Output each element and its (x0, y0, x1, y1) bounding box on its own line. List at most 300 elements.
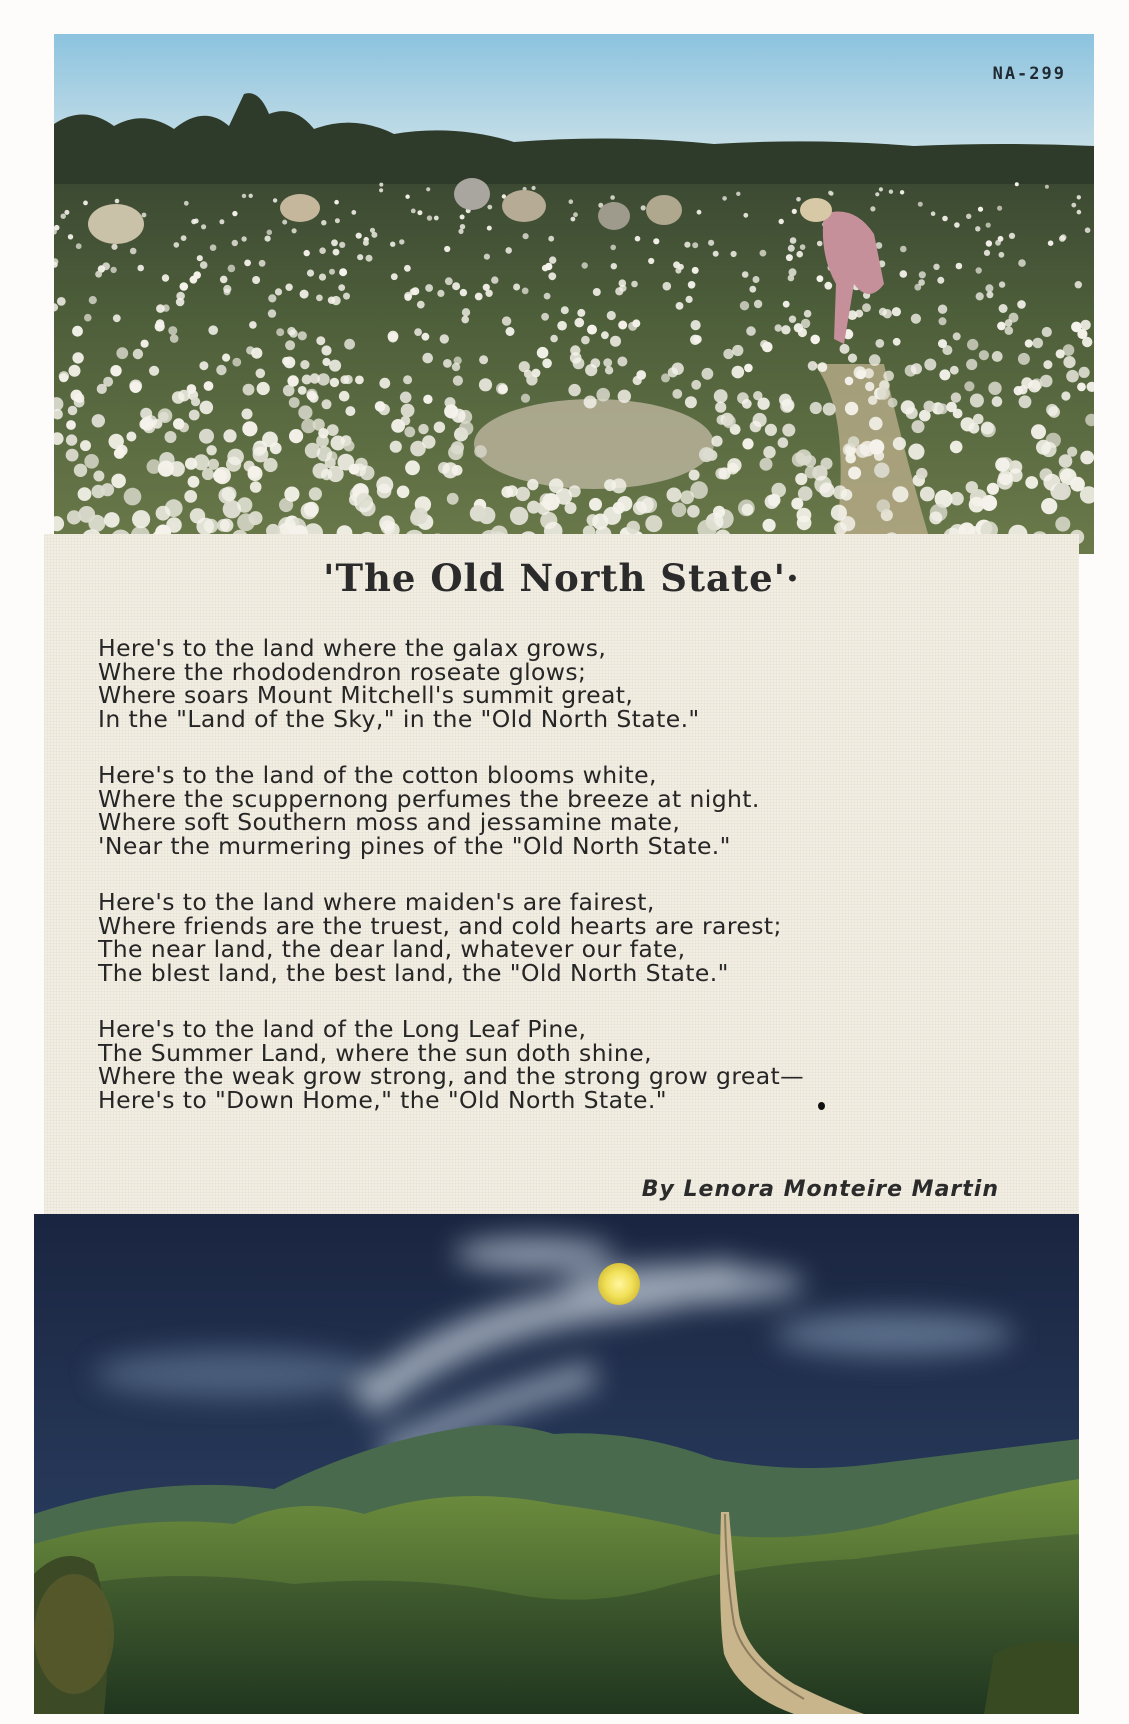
cotton-boll (213, 469, 227, 483)
poem-line: Where soars Mount Mitchell's summit great, (98, 681, 634, 709)
cotton-boll (479, 378, 492, 391)
cotton-boll (180, 282, 189, 291)
cotton-boll (966, 481, 978, 493)
cotton-boll (569, 199, 574, 204)
cotton-boll (653, 238, 659, 244)
postcard (34, 34, 1094, 1714)
cotton-boll (502, 316, 511, 325)
cotton-boll (893, 437, 906, 450)
cotton-boll (249, 194, 253, 198)
cotton-boll (848, 436, 859, 447)
cotton-boll (571, 217, 576, 222)
cotton-boll (753, 413, 767, 427)
cotton-boll (549, 256, 556, 263)
cotton-boll (798, 328, 807, 337)
cotton-boll (343, 440, 354, 451)
cotton-boll (888, 398, 898, 408)
cotton-boll (78, 506, 95, 523)
cotton-boll (1066, 370, 1079, 383)
cotton-boll (1028, 380, 1041, 393)
cotton-boll (889, 190, 893, 194)
cotton-boll (868, 396, 877, 405)
cotton-boll (242, 194, 246, 198)
cotton-boll (742, 438, 753, 449)
cotton-boll (998, 236, 1004, 242)
cotton-boll (132, 510, 150, 528)
cotton-boll (757, 398, 769, 410)
cotton-boll (1071, 322, 1082, 333)
cotton-boll (110, 365, 121, 376)
cotton-boll (856, 444, 870, 458)
cotton-boll (556, 488, 573, 505)
cotton-boll (635, 236, 641, 242)
cotton-boll (732, 345, 743, 356)
cotton-boll (244, 260, 251, 267)
cotton-boll (810, 402, 822, 414)
cotton-boll (184, 201, 189, 206)
cotton-boll (619, 279, 627, 287)
cotton-boll (715, 468, 727, 480)
cotton-boll (284, 487, 299, 502)
cotton-boll (875, 339, 884, 348)
cotton-boll (931, 211, 936, 216)
cotton-boll (613, 502, 625, 514)
cotton-boll (610, 336, 621, 347)
cotton-boll (184, 490, 197, 503)
cotton-boll (892, 307, 901, 316)
cotton-boll (869, 354, 881, 366)
cotton-boll (760, 458, 773, 471)
cotton-boll (976, 267, 982, 273)
cotton-boll (984, 250, 990, 256)
cotton-boll (251, 348, 262, 359)
cotton-boll (452, 409, 466, 423)
cotton-boll (338, 284, 345, 291)
cotton-boll (475, 293, 483, 301)
cotton-boll (356, 493, 371, 508)
cotton-boll (672, 389, 682, 399)
cotton-boll (731, 251, 737, 257)
cotton-boll (210, 244, 217, 251)
poem-line: Where the weak grow strong, and the strong grow great— (98, 1062, 805, 1090)
cotton-boll (869, 439, 884, 454)
cotton-boll (445, 397, 456, 408)
cotton-boll (170, 334, 179, 343)
cotton-boll (452, 282, 460, 290)
cotton-boll (292, 228, 297, 233)
cotton-boll (877, 387, 890, 400)
cotton-boll (452, 363, 460, 371)
cotton-boll (691, 380, 701, 390)
cotton-boll (197, 255, 203, 261)
cotton-boll (300, 290, 309, 299)
cotton-boll (976, 292, 984, 300)
cotton-boll (521, 394, 530, 403)
cotton-boll (371, 232, 377, 238)
cotton-boll (498, 384, 508, 394)
cotton-boll (713, 506, 725, 518)
cotton-boll (83, 201, 88, 206)
cotton-boll (1055, 517, 1070, 532)
cotton-boll (667, 488, 682, 503)
cotton-boll (345, 406, 355, 416)
cotton-boll (80, 440, 91, 451)
cotton-boll (331, 239, 338, 246)
cotton-boll (74, 464, 87, 477)
cotton-boll (833, 485, 847, 499)
cotton-boll (1018, 259, 1026, 267)
cotton-boll (589, 498, 602, 511)
cotton-boll (1085, 227, 1091, 233)
cotton-boll (575, 318, 585, 328)
cotton-boll (391, 273, 398, 280)
cotton-boll (1041, 498, 1057, 514)
cotton-boll (397, 486, 410, 499)
cotton-boll (327, 424, 339, 436)
cotton-boll (130, 381, 142, 393)
cotton-boll (732, 366, 745, 379)
cotton-boll (328, 466, 344, 482)
cotton-boll (999, 281, 1005, 287)
cotton-boll (831, 505, 847, 521)
cotton-boll (113, 314, 121, 322)
cotton-boll (137, 265, 144, 272)
cotton-boll (276, 328, 284, 336)
cotton-boll (1025, 339, 1033, 347)
cotton-boll (906, 407, 918, 419)
cotton-boll (181, 235, 187, 241)
cotton-boll (301, 503, 318, 520)
cotton-boll (193, 271, 201, 279)
cotton-boll (869, 417, 883, 431)
cotton-boll (223, 285, 231, 293)
cotton-boll (988, 382, 1001, 395)
cotton-boll (59, 371, 69, 381)
cotton-boll (335, 218, 340, 223)
cotton-boll (780, 399, 793, 412)
cotton-boll (964, 381, 974, 391)
cotton-boll (289, 397, 300, 408)
cotton-boll (956, 263, 963, 270)
cotton-boll (877, 499, 891, 513)
cotton-boll (201, 224, 206, 229)
cotton-boll (158, 461, 174, 477)
cotton-boll (939, 317, 947, 325)
cotton-boll (405, 195, 409, 199)
cotton-boll (84, 454, 99, 469)
cotton-boll (334, 200, 339, 205)
cotton-boll (422, 333, 430, 341)
cotton-boll (821, 458, 833, 470)
cotton-boll (796, 197, 801, 202)
cotton-boll (568, 384, 580, 396)
cotton-boll (232, 240, 238, 246)
cotton-boll (219, 219, 224, 224)
cotton-boll (403, 375, 412, 384)
cotton-boll (69, 365, 81, 377)
cotton-boll (541, 313, 549, 321)
cotton-boll (848, 354, 857, 363)
cotton-boll (742, 504, 754, 516)
cotton-boll (1041, 442, 1056, 457)
cotton-boll (228, 265, 236, 273)
cotton-boll (1077, 210, 1082, 215)
cotton-boll (322, 399, 332, 409)
cotton-boll (1046, 404, 1058, 416)
cotton-boll (702, 368, 714, 380)
cotton-boll (268, 294, 276, 302)
cotton-boll (307, 391, 317, 401)
cotton-boll (723, 415, 736, 428)
cotton-boll (344, 375, 353, 384)
cotton-boll (978, 207, 983, 212)
cotton-boll (900, 270, 908, 278)
cotton-boll (999, 304, 1008, 313)
cotton-boll (333, 249, 340, 256)
cotton-boll (740, 301, 749, 310)
cotton-boll (200, 401, 214, 415)
cotton-boll (156, 304, 165, 313)
cotton-boll (57, 297, 66, 306)
cotton-boll (986, 223, 991, 228)
cotton-boll (484, 254, 490, 260)
cotton-boll (1077, 195, 1081, 199)
cotton-boll (782, 424, 795, 437)
cotton-boll (188, 476, 200, 488)
cotton-boll (68, 406, 78, 416)
poem-line: Here's to the land where maiden's are fairest, (98, 888, 655, 916)
cotton-boll (179, 422, 189, 432)
cotton-boll (155, 321, 165, 331)
cotton-boll (319, 247, 326, 254)
cotton-boll (950, 441, 963, 454)
cotton-boll (339, 391, 350, 402)
poem-line: Where friends are the truest, and cold hearts are rarest; (98, 911, 782, 940)
cotton-boll (1077, 383, 1086, 392)
cotton-boll (390, 441, 402, 453)
cotton-boll (111, 474, 126, 489)
cotton-boll (149, 366, 159, 376)
cotton-boll (1048, 240, 1054, 246)
cotton-boll (786, 254, 793, 261)
cotton-boll (249, 321, 257, 329)
cotton-boll (1015, 182, 1019, 186)
cotton-boll (1060, 234, 1066, 240)
cotton-boll (911, 314, 921, 324)
cotton-boll (1080, 451, 1094, 465)
cotton-boll (355, 458, 368, 471)
cotton-boll (72, 326, 83, 337)
cotton-boll (933, 264, 939, 270)
cotton-boll (289, 429, 303, 443)
cotton-boll (1045, 185, 1049, 189)
cotton-boll (141, 340, 149, 348)
cotton-boll (445, 277, 453, 285)
cotton-boll (110, 267, 116, 273)
cotton-boll (918, 279, 925, 286)
cotton-boll (363, 240, 369, 246)
cotton-boll (753, 276, 760, 283)
cotton-boll (946, 402, 957, 413)
cotton-boll (626, 521, 640, 535)
cotton-boll (462, 308, 470, 316)
cotton-boll (404, 427, 415, 438)
cotton-boll (742, 271, 749, 278)
cotton-boll (422, 353, 433, 364)
cotton-boll (227, 449, 244, 466)
cotton-boll (273, 198, 277, 202)
cotton-boll (883, 371, 894, 382)
cotton-boll (168, 326, 177, 335)
cotton-boll (453, 376, 463, 386)
cotton-boll (265, 236, 271, 242)
cotton-boll (692, 242, 698, 248)
cotton-boll (557, 321, 567, 331)
cotton-boll (189, 410, 200, 421)
cotton-boll (641, 205, 646, 210)
cotton-boll (104, 512, 120, 528)
cotton-boll (617, 357, 627, 367)
cotton-boll (191, 397, 200, 406)
cotton-boll (1018, 385, 1027, 394)
cotton-boll (191, 219, 196, 224)
cotton-boll (232, 358, 241, 367)
cotton-boll (366, 255, 373, 262)
cotton-boll (715, 402, 726, 413)
cotton-boll (404, 265, 411, 272)
cotton-boll (193, 454, 209, 470)
cotton-boll (1019, 395, 1032, 408)
cotton-boll (259, 260, 266, 267)
cotton-boll (283, 385, 295, 397)
cotton-boll (343, 293, 350, 300)
cotton-boll (711, 436, 722, 447)
cotton-boll (417, 210, 422, 215)
cotton-boll (71, 390, 83, 402)
poem-body (98, 634, 1058, 1145)
ink-spot (818, 1102, 825, 1110)
cotton-boll (1079, 367, 1090, 378)
cotton-boll (1033, 338, 1044, 349)
cotton-boll (951, 392, 961, 402)
cotton-boll (309, 487, 322, 500)
cotton-boll (223, 429, 236, 442)
cotton-boll (610, 195, 615, 200)
cotton-boll (376, 476, 393, 493)
cotton-boll (615, 287, 623, 295)
cotton-boll (328, 297, 335, 304)
cotton-boll (411, 209, 416, 214)
cotton-boll (817, 275, 824, 282)
cotton-boll (929, 511, 942, 524)
cotton-boll (795, 473, 807, 485)
cotton-boll (848, 467, 861, 480)
cotton-boll (684, 242, 690, 248)
cotton-boll (222, 487, 237, 502)
cotton-boll (61, 214, 66, 219)
cotton-field-illustration (54, 34, 1094, 554)
cotton-boll (1018, 353, 1030, 365)
cotton-boll (216, 365, 226, 375)
cotton-boll (883, 309, 892, 318)
cotton-boll (199, 361, 208, 370)
cotton-boll (924, 401, 935, 412)
cotton-boll (542, 359, 552, 369)
cotton-boll (611, 478, 626, 493)
cotton-boll (678, 264, 684, 270)
cotton-boll (1061, 391, 1070, 400)
cotton-boll (788, 245, 795, 252)
cotton-boll (817, 241, 823, 247)
poem-title: 'The Old North State'· (323, 556, 800, 600)
cotton-boll (808, 361, 818, 371)
cotton-boll (116, 445, 127, 456)
cotton-boll (379, 188, 383, 192)
cotton-boll (527, 479, 538, 490)
cotton-boll (405, 460, 420, 475)
cotton-boll (1075, 281, 1082, 288)
cotton-boll (532, 369, 541, 378)
cotton-boll (319, 274, 326, 281)
cotton-boll (953, 332, 961, 340)
cotton-boll (544, 293, 551, 300)
cotton-boll (248, 466, 263, 481)
cotton-boll (900, 190, 904, 194)
cotton-boll (1042, 327, 1052, 337)
stanza-3 (98, 888, 1058, 987)
cotton-boll (434, 422, 445, 433)
cotton-boll (1005, 326, 1014, 335)
cotton-boll (263, 458, 277, 472)
cotton-boll (686, 296, 693, 303)
cotton-boll (139, 419, 150, 430)
cotton-boll (950, 366, 959, 375)
cotton-boll (298, 405, 312, 419)
poem-line: Where the rhododendron roseate glows; (98, 657, 587, 686)
cotton-boll (796, 449, 812, 465)
cotton-boll (101, 483, 114, 496)
cotton-boll (440, 334, 449, 343)
cotton-boll (257, 382, 270, 395)
cotton-boll (339, 268, 347, 276)
cotton-boll (939, 369, 950, 380)
cotton-boll (879, 187, 883, 191)
cotton-boll (893, 338, 901, 346)
cotton-boll (351, 210, 356, 215)
cotton-boll (856, 370, 866, 380)
cotton-boll (618, 390, 631, 403)
cotton-boll (355, 376, 364, 385)
cotton-boll (460, 224, 465, 229)
cotton-boll (513, 284, 520, 291)
stanza-2 (98, 761, 1058, 860)
cotton-boll (911, 363, 922, 374)
cotton-boll (442, 462, 458, 478)
cotton-boll (483, 284, 490, 291)
cotton-boll (1063, 356, 1075, 368)
cotton-boll (298, 386, 307, 395)
cotton-boll (1082, 337, 1092, 347)
cotton-boll (818, 362, 828, 372)
cotton-boll (981, 495, 997, 511)
cotton-boll (256, 369, 266, 379)
cotton-boll (548, 272, 556, 280)
cotton-boll (992, 351, 1003, 362)
cotton-boll (548, 236, 554, 242)
cotton-boll (300, 360, 309, 369)
cotton-boll (206, 445, 216, 455)
cotton-boll (1056, 349, 1065, 358)
